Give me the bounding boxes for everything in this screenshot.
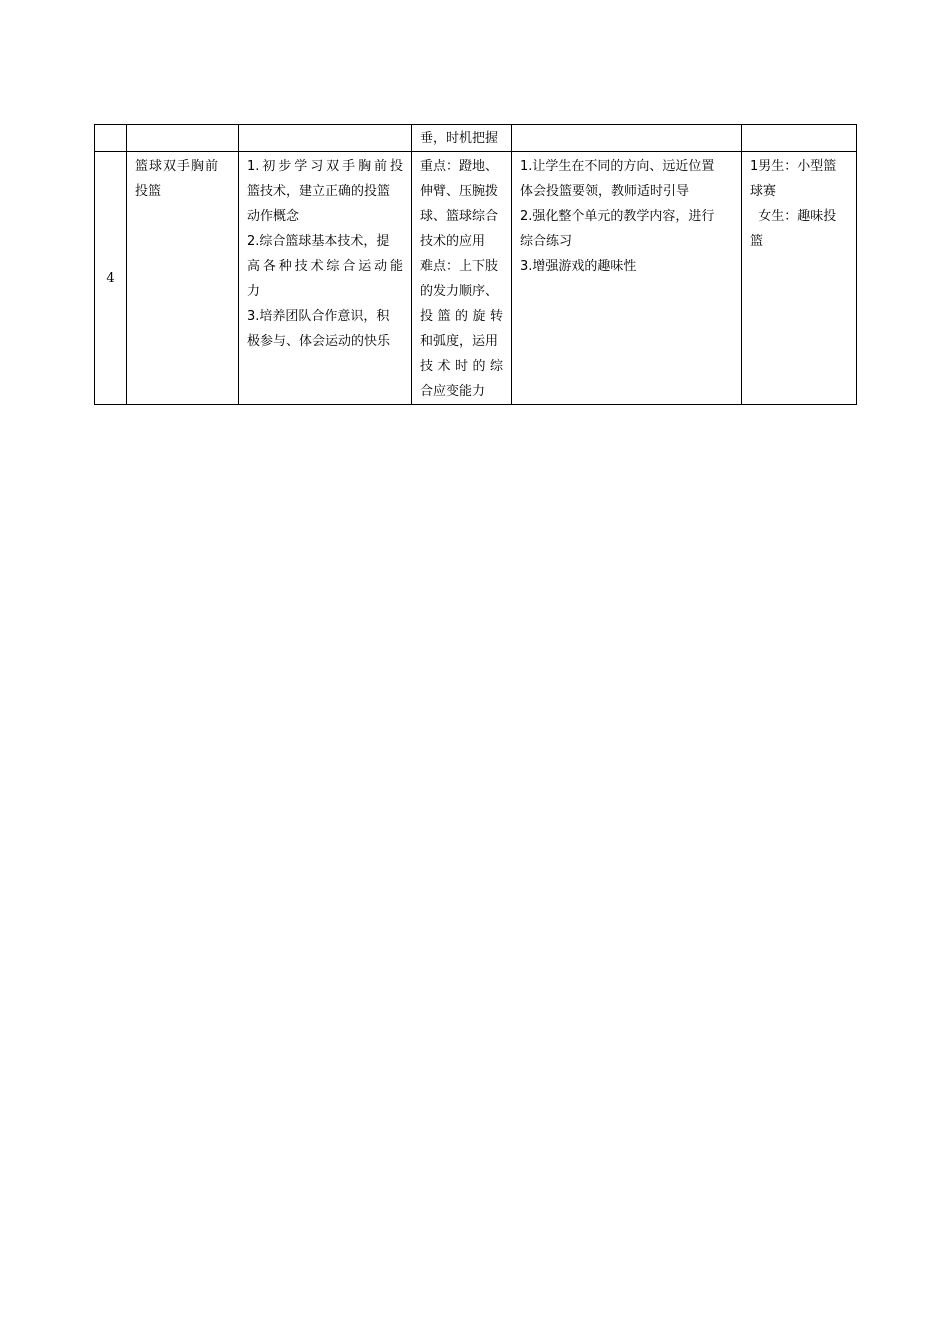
key-point-line: 的发力顺序、 (420, 284, 499, 299)
method-line: 体会投篮要领，教师适时引导 (520, 184, 690, 199)
key-point-line: 伸臂、压腕拨 (420, 184, 499, 199)
key-point-line: 合应变能力 (420, 384, 486, 399)
method-line: 综合练习 (520, 234, 573, 249)
key-point-line: 重点：蹬地、 (420, 159, 499, 174)
table-cell-number (95, 125, 127, 152)
key-point-line: 投篮的旋转 (420, 309, 503, 324)
objective-line: 3.培养团队合作意识，积 (247, 309, 390, 324)
table-cell-activities (742, 125, 857, 152)
table-cell-activities (742, 152, 857, 405)
lesson-plan-table (94, 124, 857, 405)
activity-line: 女生：趣味投 (750, 209, 837, 224)
key-point-line: 技术的应用 (420, 234, 486, 249)
method-line: 1.让学生在不同的方向、远近位置 (520, 159, 715, 174)
objective-line: 动作概念 (247, 209, 300, 224)
key-point-line: 和弧度，运用 (420, 334, 499, 349)
activity-line: 球赛 (750, 184, 777, 199)
method-line: 2.强化整个单元的教学内容，进行 (520, 209, 715, 224)
table-cell-topic (127, 125, 239, 152)
table-cell-methods (512, 125, 742, 152)
table-cell-objectives (239, 152, 412, 405)
table-cell-key-points (412, 125, 512, 152)
objective-line: 高各种技术综合运动能 (247, 259, 403, 274)
activity-line: 1男生：小型篮 (750, 159, 837, 174)
table-cell-methods (512, 152, 742, 405)
lesson-number: 4 (95, 152, 127, 405)
topic-line: 投篮 (135, 184, 162, 199)
objective-line: 篮技术，建立正确的投篮 (247, 184, 391, 199)
table-cell-topic (127, 152, 239, 405)
objective-line: 极参与、体会运动的快乐 (247, 334, 391, 349)
table-row (95, 125, 857, 152)
objective-line: 力 (247, 284, 261, 299)
activity-line: 篮 (750, 234, 764, 249)
method-line: 3.增强游戏的趣味性 (520, 259, 637, 274)
objective-line: 1.初步学习双手胸前投 (247, 159, 403, 174)
table-cell-objectives (239, 125, 412, 152)
key-point-line: 球、篮球综合 (420, 209, 499, 224)
topic-line: 篮球双手胸前 (135, 159, 220, 174)
table-cell-key-points (412, 152, 512, 405)
key-point-line: 难点：上下肢 (420, 259, 499, 274)
objective-line: 2.综合篮球基本技术，提 (247, 234, 390, 249)
table-row (95, 152, 857, 405)
cell-text: 垂，时机把握 (420, 131, 499, 146)
key-point-line: 技术时的综 (420, 359, 503, 374)
